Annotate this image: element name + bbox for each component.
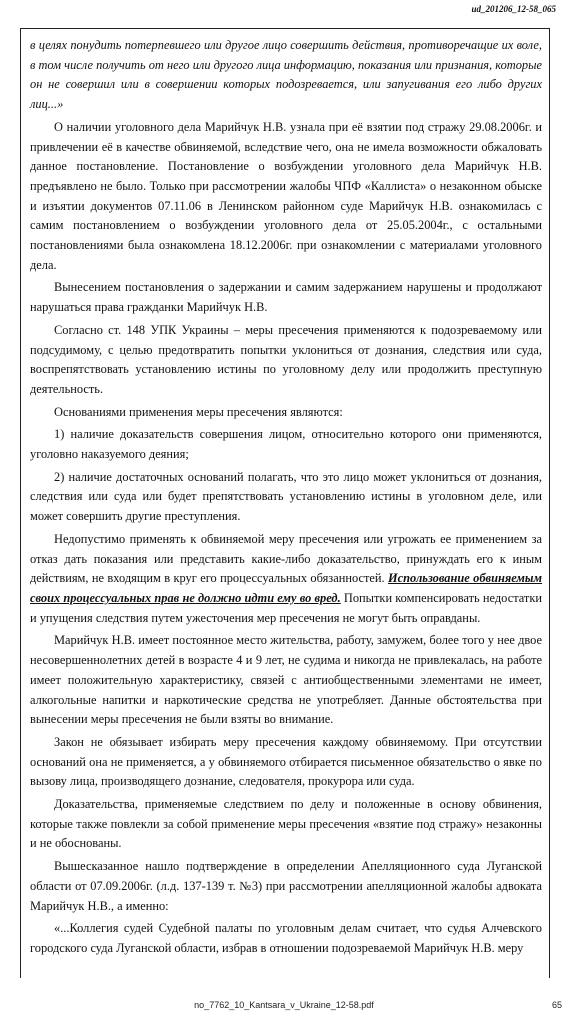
paragraph-quote-continuation: в целях понудить потерпевшего или другое лицо совершить действия, противоречащие их воле, в том числе получить от него или другого лица информацию, показания или признания, которые он не совершил или в совершении которых подозревается, или запугивания его либо других лиц...» xyxy=(30,38,542,112)
paragraph: Марийчук Н.В. имеет постоянное место жительства, работу, замужем, более того у нее двое несовершеннолетних детей в возрасте 4 и 9 лет, не судима и никогда не привлекалась, на работе имеет положительную характеристику, связей с антиобщественными элементами не имеет, алкогольные напитки и наркотические средства не употребляет. Данные обстоятельства при вынесении меры пресечения не были взяты во внимание. xyxy=(30,633,542,727)
footer-page-number: 65 xyxy=(551,1000,562,1010)
paragraph: Согласно ст. 148 УПК Украины – меры пресечения применяются к подозреваемому или подсудимому, с целью предотвратить попытки уклониться от дознания, следствия или суда, воспрепятствовать установлению истины по уголовному делу или продолжить преступную деятельность. xyxy=(30,322,542,396)
paragraph: Доказательства, применяемые следствием по делу и положенные в основу обвинения, которые также повлекли за собой применение меры пресечения «взятие под стражу» незаконны и не обоснованы. xyxy=(30,797,542,851)
paragraph: Вынесением постановления о задержании и самим задержанием нарушены и продолжают нарушаться права гражданки Марийчук Н.В. xyxy=(30,280,542,315)
footer-filename: no_7762_10_Kantsara_v_Ukraine_12-58.pdf xyxy=(194,1000,374,1010)
paragraph-with-emphasis xyxy=(30,530,542,629)
paragraph: Основаниями применения меры пресечения являются: xyxy=(54,404,343,419)
paragraph: Закон не обязывает избирать меру пресечения каждому обвиняемому. При отсутствии оснований она не применяется, а у обвиняемого отбирается письменное обязательство о явке по вызову лица, производящего дознание, следователя, прокурора или суда. xyxy=(30,734,542,789)
page-content xyxy=(20,28,550,978)
paragraph: «...Коллегия судей Судебной палаты по уголовным делам считает, что судья Алчевского городского суда Луганской области, избрав в отношении подозреваемой Марийчук Н.В. меру xyxy=(30,921,542,955)
paragraph-text: Попытки компенсировать недостатки и упущения следствия путем ужесточения мер пресечения не могут быть оправданы. xyxy=(30,590,543,625)
paragraph: О наличии уголовного дела Марийчук Н.В. узнала при её взятии под стражу 29.08.2006г. и привлечении её в качестве обвиняемой, вследствие чего, она не имела возможности обжаловать данное постановление. Постановление о возбуждении уголовного дела Марийчук Н.В. предъявлено не было. Только при рассмотрении жалобы ЧПФ «Каллиста» о незаконном обыске и изъятии документов 07.11.06 в Ленинском районном суде Марийчук Н.В. ознакомилась с самим постановлением о возбуждении уголовного дела от 25.05.2004г., с остальными постановлениями была ознакомлена 18.12.2006г. при ознакомлении с материалами уголовного дела. xyxy=(30,119,542,272)
emphasized-text: Использование обвиняемым своих процессуальных прав не должно идти ему во вред. xyxy=(30,571,542,605)
paragraph: 1) наличие доказательств совершения лицом, относительно которого они применяются, уголовно наказуемого деяния; xyxy=(30,427,542,462)
paragraph-text: Недопустимо применять к обвиняемой меру пресечения или угрожать ее применением за отказ дать показания или представить какие-либо доказательство, принуждать его к иным действиям, не входящим в круг его процессуальных обязанностей. xyxy=(30,531,542,586)
paragraph: Вышесказанное нашло подтверждение в определении Апелляционного суда Луганской области от 07.09.2006г. (л.д. 137-139 т. №3) при рассмотрении апелляционной жалобы адвоката Марийчук Н.В., а именно: xyxy=(30,859,542,913)
paragraph: 2) наличие достаточных оснований полагать, что это лицо может уклониться от дознания, следствия или суда или будет препятствовать установлению истины в уголовном деле, или может совершить другие преступления. xyxy=(30,469,542,524)
document-stamp: ud_201206_12-58_065 xyxy=(471,4,556,14)
